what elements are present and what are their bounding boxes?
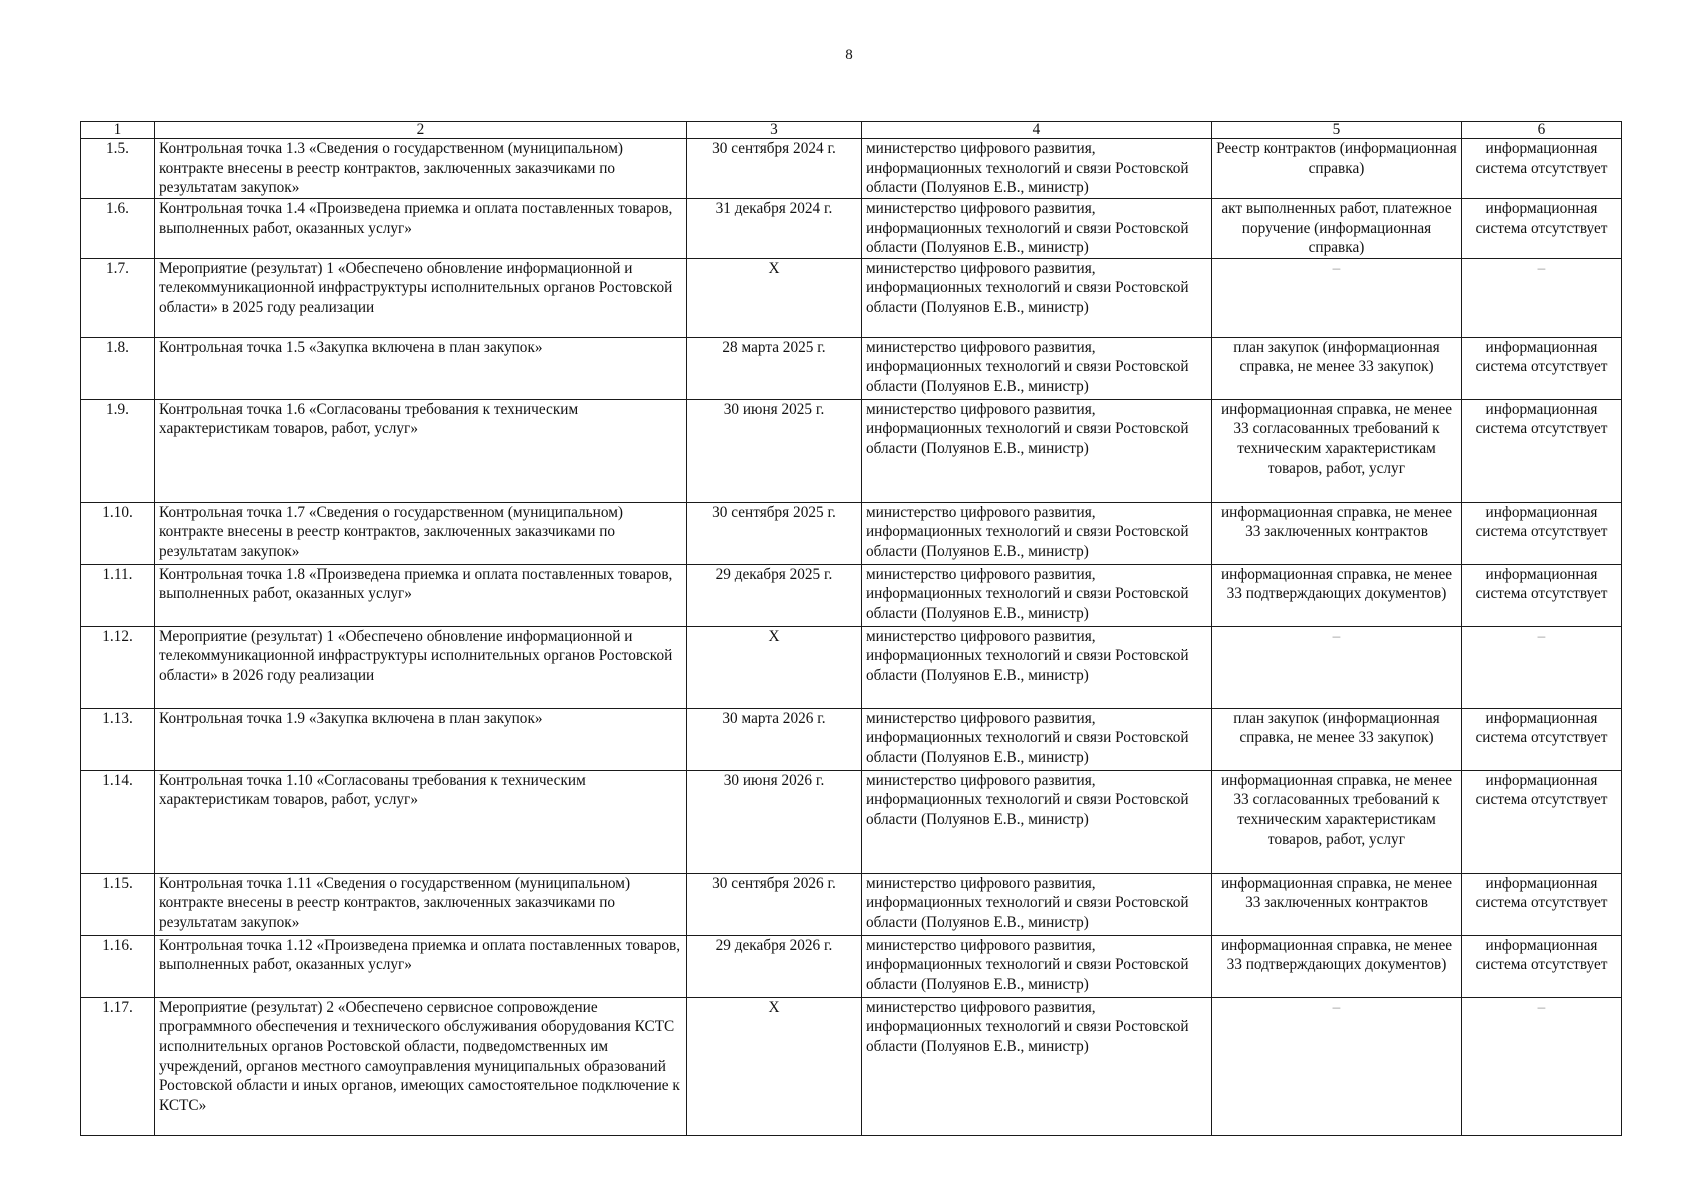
row-name: Контрольная точка 1.12 «Произведена приемка и оплата поставленных товаров, выполненных работ, оказанных услуг»: [155, 935, 687, 997]
row-responsible: министерство цифрового развития, информационных технологий и связи Ростовской области (Полуянов Е.В., министр): [862, 997, 1212, 1135]
row-number: 1.14.: [81, 770, 155, 873]
row-number: 1.10.: [81, 502, 155, 564]
row-number: 1.17.: [81, 997, 155, 1135]
table-row: [81, 564, 1622, 626]
row-name: Контрольная точка 1.8 «Произведена приемка и оплата поставленных товаров, выполненных работ, оказанных услуг»: [155, 564, 687, 626]
row-date: Х: [687, 258, 862, 337]
row-system: информационная система отсутствует: [1462, 139, 1622, 199]
row-date: 30 марта 2026 г.: [687, 708, 862, 770]
row-date: 29 декабря 2025 г.: [687, 564, 862, 626]
row-responsible: министерство цифрового развития, информационных технологий и связи Ростовской области (Полуянов Е.В., министр): [862, 770, 1212, 873]
table-row: [81, 770, 1622, 873]
column-number: 6: [1462, 122, 1622, 139]
row-name: Мероприятие (результат) 1 «Обеспечено обновление информационной и телекоммуникационной инфраструктуры исполнительных органов Ростовской области» в 2025 году реализации: [155, 258, 687, 337]
table-row: [81, 502, 1622, 564]
row-system: информационная система отсутствует: [1462, 708, 1622, 770]
table-row: [81, 997, 1622, 1135]
row-date: 29 декабря 2026 г.: [687, 935, 862, 997]
row-system: информационная система отсутствует: [1462, 873, 1622, 935]
row-date: 30 сентября 2025 г.: [687, 502, 862, 564]
row-number: 1.7.: [81, 258, 155, 337]
row-responsible: министерство цифрового развития, информационных технологий и связи Ростовской области (Полуянов Е.В., министр): [862, 337, 1212, 399]
row-system: информационная система отсутствует: [1462, 564, 1622, 626]
row-document: план закупок (информационная справка, не менее 33 закупок): [1212, 337, 1462, 399]
row-responsible: министерство цифрового развития, информационных технологий и связи Ростовской области (Полуянов Е.В., министр): [862, 139, 1212, 199]
table-row: [81, 399, 1622, 502]
table-row: [81, 258, 1622, 337]
row-responsible: министерство цифрового развития, информационных технологий и связи Ростовской области (Полуянов Е.В., министр): [862, 199, 1212, 259]
row-date: Х: [687, 997, 862, 1135]
row-responsible: министерство цифрового развития, информационных технологий и связи Ростовской области (Полуянов Е.В., министр): [862, 873, 1212, 935]
row-number: 1.5.: [81, 139, 155, 199]
row-document: информационная справка, не менее 33 согласованных требований к техническим характеристикам товаров, работ, услуг: [1212, 770, 1462, 873]
column-number: 4: [862, 122, 1212, 139]
row-number: 1.11.: [81, 564, 155, 626]
row-document: –: [1212, 626, 1462, 708]
table-row: [81, 708, 1622, 770]
row-number: 1.8.: [81, 337, 155, 399]
row-system: информационная система отсутствует: [1462, 399, 1622, 502]
table-row: [81, 139, 1622, 199]
column-number: 1: [81, 122, 155, 139]
row-document: план закупок (информационная справка, не менее 33 закупок): [1212, 708, 1462, 770]
row-system: –: [1462, 258, 1622, 337]
row-name: Контрольная точка 1.5 «Закупка включена в план закупок»: [155, 337, 687, 399]
table-row: [81, 199, 1622, 259]
row-document: –: [1212, 258, 1462, 337]
row-responsible: министерство цифрового развития, информационных технологий и связи Ростовской области (Полуянов Е.В., министр): [862, 258, 1212, 337]
row-responsible: министерство цифрового развития, информационных технологий и связи Ростовской области (Полуянов Е.В., министр): [862, 502, 1212, 564]
row-name: Контрольная точка 1.9 «Закупка включена в план закупок»: [155, 708, 687, 770]
row-document: акт выполненных работ, платежное поручение (информационная справка): [1212, 199, 1462, 259]
row-number: 1.9.: [81, 399, 155, 502]
row-number: 1.13.: [81, 708, 155, 770]
row-document: информационная справка, не менее 33 подтверждающих документов): [1212, 935, 1462, 997]
table-row: [81, 935, 1622, 997]
row-name: Контрольная точка 1.11 «Сведения о государственном (муниципальном) контракте внесены в реестр контрактов, заключенных заказчиками по результатам закупок»: [155, 873, 687, 935]
row-system: информационная система отсутствует: [1462, 337, 1622, 399]
row-responsible: министерство цифрового развития, информационных технологий и связи Ростовской области (Полуянов Е.В., министр): [862, 935, 1212, 997]
row-number: 1.16.: [81, 935, 155, 997]
table-row: [81, 873, 1622, 935]
row-date: 30 сентября 2024 г.: [687, 139, 862, 199]
table-row: [81, 337, 1622, 399]
row-name: Контрольная точка 1.3 «Сведения о государственном (муниципальном) контракте внесены в реестр контрактов, заключенных заказчиками по результатам закупок»: [155, 139, 687, 199]
row-name: Контрольная точка 1.6 «Согласованы требования к техническим характеристикам товаров, работ, услуг»: [155, 399, 687, 502]
row-date: Х: [687, 626, 862, 708]
row-responsible: министерство цифрового развития, информационных технологий и связи Ростовской области (Полуянов Е.В., министр): [862, 399, 1212, 502]
column-number: 2: [155, 122, 687, 139]
row-number: 1.15.: [81, 873, 155, 935]
row-system: –: [1462, 997, 1622, 1135]
row-responsible: министерство цифрового развития, информационных технологий и связи Ростовской области (Полуянов Е.В., министр): [862, 564, 1212, 626]
row-number: 1.12.: [81, 626, 155, 708]
row-system: информационная система отсутствует: [1462, 199, 1622, 259]
row-name: Контрольная точка 1.4 «Произведена приемка и оплата поставленных товаров, выполненных работ, оказанных услуг»: [155, 199, 687, 259]
row-name: Мероприятие (результат) 2 «Обеспечено сервисное сопровождение программного обеспечения и технического обслуживания оборудования КСТС исполнительных органов Ростовской области, подведомственных им учреждений, органов местного самоуправления муниципальных образований Ростовской области и иных органов, имеющих самостоятельное подключение к КСТС»: [155, 997, 687, 1135]
table-row: [81, 626, 1622, 708]
row-name: Контрольная точка 1.10 «Согласованы требования к техническим характеристикам товаров, работ, услуг»: [155, 770, 687, 873]
row-date: 30 июня 2026 г.: [687, 770, 862, 873]
row-date: 30 июня 2025 г.: [687, 399, 862, 502]
row-number: 1.6.: [81, 199, 155, 259]
row-document: информационная справка, не менее 33 заключенных контрактов: [1212, 502, 1462, 564]
row-document: –: [1212, 997, 1462, 1135]
plan-table: [80, 121, 1622, 1136]
row-date: 30 сентября 2026 г.: [687, 873, 862, 935]
row-responsible: министерство цифрового развития, информационных технологий и связи Ростовской области (Полуянов Е.В., министр): [862, 626, 1212, 708]
column-number-row: [81, 122, 1622, 139]
row-date: 28 марта 2025 г.: [687, 337, 862, 399]
column-number: 3: [687, 122, 862, 139]
row-system: информационная система отсутствует: [1462, 935, 1622, 997]
row-responsible: министерство цифрового развития, информационных технологий и связи Ростовской области (Полуянов Е.В., министр): [862, 708, 1212, 770]
row-system: информационная система отсутствует: [1462, 502, 1622, 564]
row-document: Реестр контрактов (информационная справка): [1212, 139, 1462, 199]
row-system: информационная система отсутствует: [1462, 770, 1622, 873]
row-document: информационная справка, не менее 33 подтверждающих документов): [1212, 564, 1462, 626]
column-number: 5: [1212, 122, 1462, 139]
row-name: Мероприятие (результат) 1 «Обеспечено обновление информационной и телекоммуникационной инфраструктуры исполнительных органов Ростовской области» в 2026 году реализации: [155, 626, 687, 708]
row-document: информационная справка, не менее 33 согласованных требований к техническим характеристикам товаров, работ, услуг: [1212, 399, 1462, 502]
page-number: 8: [845, 47, 853, 63]
row-document: информационная справка, не менее 33 заключенных контрактов: [1212, 873, 1462, 935]
row-system: –: [1462, 626, 1622, 708]
row-name: Контрольная точка 1.7 «Сведения о государственном (муниципальном) контракте внесены в реестр контрактов, заключенных заказчиками по результатам закупок»: [155, 502, 687, 564]
row-date: 31 декабря 2024 г.: [687, 199, 862, 259]
